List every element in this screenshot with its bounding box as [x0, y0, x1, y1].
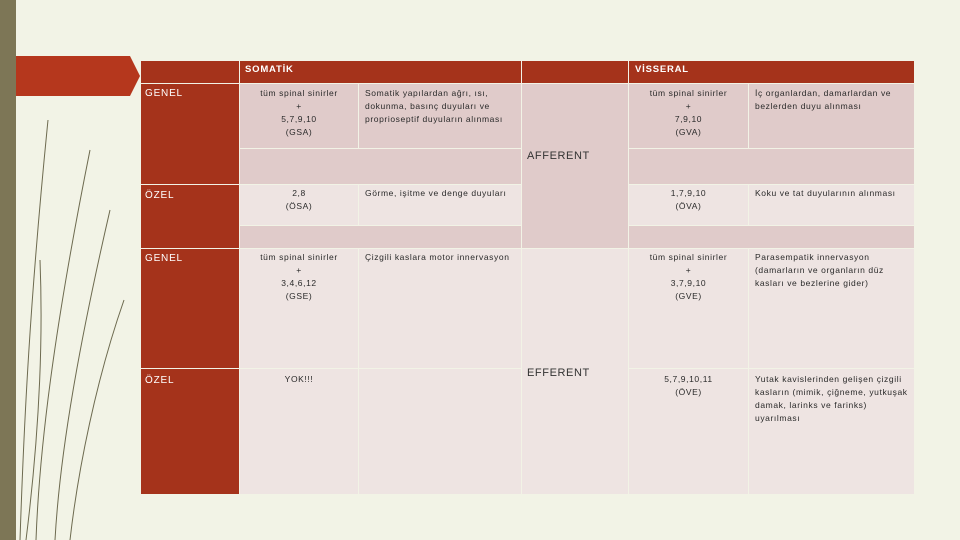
nerve-line: tüm spinal sinirler: [260, 252, 338, 262]
row-label-genel-afferent: [141, 84, 239, 184]
title-ribbon-tip: [130, 56, 140, 96]
visceral-desc-cell: [749, 84, 914, 148]
visceral-nerves-cell: [629, 369, 748, 494]
visceral-description: İç organlardan, damarlardan ve bezlerden duyu alınması: [755, 88, 892, 111]
nerve-line: 3,4,6,12: [281, 278, 317, 288]
visceral-nerves-cell: [629, 185, 748, 225]
nerve-line: (GSE): [285, 291, 313, 301]
row-label-ozel-efferent: [141, 369, 239, 494]
somatic-desc-cell: [359, 185, 521, 225]
nerve-line: +: [685, 101, 692, 111]
nerve-line: +: [685, 265, 692, 275]
nerve-line: (ÖVA): [675, 201, 702, 211]
header-cell-visseral: [629, 61, 914, 83]
somatic-desc-cell: [359, 249, 521, 368]
row-label-genel-efferent: [141, 249, 239, 368]
somatic-nerves-cell: [240, 84, 358, 148]
spacer-cell: [629, 149, 914, 184]
nerve-line: tüm spinal sinirler: [649, 252, 728, 262]
visceral-nerves-cell: [629, 84, 748, 148]
header-cell-middle: [522, 61, 628, 83]
spacer-cell: [629, 226, 914, 248]
nerve-line: 1,7,9,10: [670, 188, 707, 198]
visceral-desc-cell: [749, 185, 914, 225]
row-label-text: GENEL: [145, 88, 183, 99]
efferent-label: EFFERENT: [527, 367, 590, 379]
nerve-line: 5,7,9,10: [281, 114, 317, 124]
visceral-description: Koku ve tat duyularının alınması: [755, 188, 896, 198]
nerve-line: tüm spinal sinirler: [260, 88, 338, 98]
nerve-line: (GVE): [675, 291, 702, 301]
somatic-nerves-cell: [240, 185, 358, 225]
nerve-line: (ÖSA): [285, 201, 313, 211]
nerve-line: (GVA): [675, 127, 702, 137]
title-ribbon: [16, 56, 130, 96]
nerve-line: (ÖVE): [675, 387, 702, 397]
visceral-nerves-cell: [629, 249, 748, 368]
visceral-description: Parasempatik innervasyon (damarların ve organların düz kasları ve bezlerine gider): [755, 252, 884, 288]
somatic-nerves-cell: [240, 369, 358, 494]
row-label-text: ÖZEL: [145, 375, 175, 386]
somatic-desc-cell: [359, 84, 521, 148]
somatic-desc-cell: [359, 369, 521, 494]
nerve-line: +: [296, 265, 302, 275]
efferent-cell: [522, 249, 628, 494]
afferent-cell: [522, 84, 628, 248]
header-somatik: SOMATİK: [245, 64, 294, 75]
nerve-line: 2,8: [292, 188, 306, 198]
visceral-desc-cell: [749, 249, 914, 368]
header-visseral: VİSSERAL: [635, 64, 689, 75]
somatic-description: Çizgili kaslara motor innervasyon: [365, 252, 510, 262]
header-cell-empty-left: [141, 61, 239, 83]
nerve-line: YOK!!!: [284, 374, 314, 384]
row-label-ozel-afferent: [141, 185, 239, 248]
somatic-description: Görme, işitme ve denge duyuları: [365, 188, 507, 198]
spacer-cell: [240, 149, 521, 184]
afferent-label: AFFERENT: [527, 150, 590, 162]
visceral-description: Yutak kavislerinden gelişen çizgili kasların (mimik, çiğneme, yutkuşak damak, larinks ve farinks) uyarılması: [755, 374, 908, 423]
header-cell-somatik: [240, 61, 521, 83]
nerve-line: +: [296, 101, 302, 111]
somatic-description: Somatik yapılardan ağrı, ısı, dokunma, basınç duyuları ve proprioseptif duyuların alınması: [365, 88, 503, 124]
spacer-cell: [240, 226, 521, 248]
nerve-line: 7,9,10: [674, 114, 703, 124]
nerve-line: 3,7,9,10: [670, 278, 707, 288]
nerve-line: tüm spinal sinirler: [649, 88, 728, 98]
nerve-line: 5,7,9,10,11: [664, 374, 713, 384]
row-label-text: ÖZEL: [145, 190, 175, 201]
row-label-text: GENEL: [145, 253, 183, 264]
nerve-line: (GSA): [285, 127, 313, 137]
visceral-desc-cell: [749, 369, 914, 494]
somatic-nerves-cell: [240, 249, 358, 368]
